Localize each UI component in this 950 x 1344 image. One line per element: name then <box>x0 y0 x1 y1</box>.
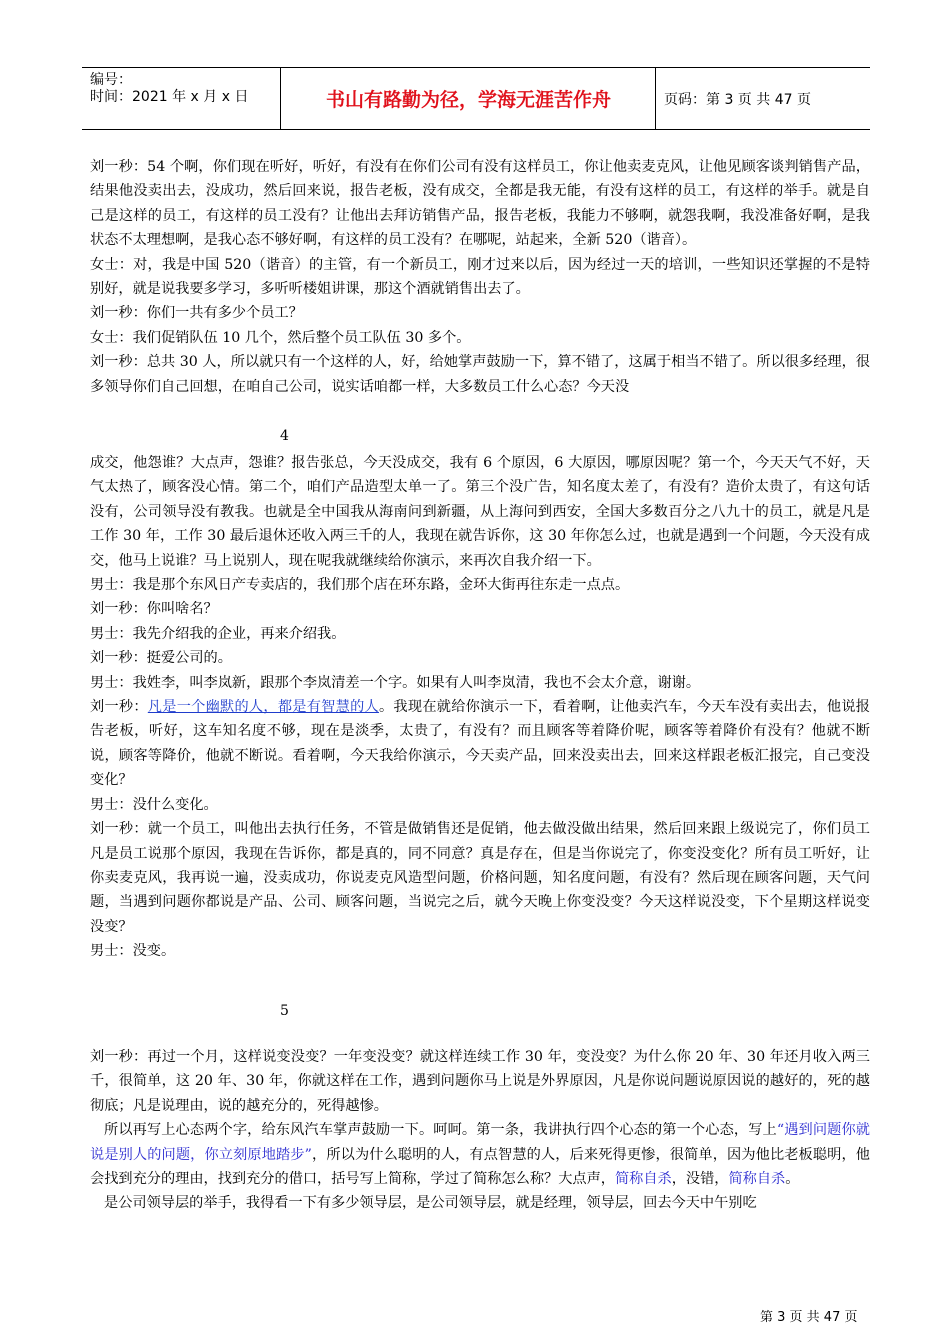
paragraph: 刘一秒：你们一共有多少个员工？ <box>90 305 303 322</box>
paragraph: 刘一秒：54 个啊，你们现在听好，听好，有没有在你们公司有没有这样员工，你让他卖麦克风，让他见顾客谈判销售产品，结果他没卖出去，没成功，然后回来说，报告老板，没有成交，全都是我无能，有没有这样的员工，有这样的举手。就是自己是这样的员工，有这样的员工没有？让他出去拜访销售产品，报告老板，我能力不够啊，就怨我啊，我没准备好啊，是我状态不太理想啊，是我心态不够好啊，有这样的员工没有？在哪呢，站起来，全新 520（谐音）。 <box>90 159 870 249</box>
page-header <box>82 67 870 130</box>
highlighted-term: 简称自杀 <box>728 1171 786 1188</box>
paragraph: 男士：我先介绍我的企业，再来介绍我。 <box>90 625 346 642</box>
highlighted-quote: “遇到问题你就说是别人的问题，你立刻原地踏步” <box>90 1122 870 1163</box>
paragraph: 男士：没变。 <box>90 943 176 960</box>
quote-link[interactable]: 凡是一个幽默的人，都是有智慧的人 <box>147 699 379 716</box>
paragraph-text: 。 <box>785 1171 800 1188</box>
page-footer: 第 3 页 共 47 页 <box>760 1310 858 1325</box>
paragraph: 刘一秒：再过一个月，这样说变没变？一年变没变？就这样连续工作 30 年，变没变？为什么你 20 年、30 年还月收入两三千，很简单，这 20 年、30 年，你就这样在工作，遇到问题你马上说是外界原因，凡是你说问题说原因说的越好的，死的越彻底；凡是说理由，说的越充分的，死得越惨。 <box>90 1049 870 1114</box>
document-number-label: 编号： <box>90 72 132 88</box>
transcript-block-1 <box>90 155 870 399</box>
inline-page-number: 4 <box>280 428 289 444</box>
paragraph: 男士：没什么变化。 <box>90 796 218 813</box>
highlighted-term: 简称自杀 <box>614 1171 672 1188</box>
paragraph: 成交，他怨谁？大点声，怨谁？报告张总，今天没成交，我有 6 个原因，6 大原因，哪原因呢？第一个，今天天气不好，天气太热了，顾客没心情。第二个，咱们产品造型太单一了。第三个没广告，知名度太差了，有没有？造价太贵了，有这句话没有，公司领导没有教我。也就是全中国我从海南问到新疆，从上海问到西安，全国大多数百分之八九十的员工，就是凡是工作 30 年，工作 30 最后退休还收入两三千的人，我现在就告诉你，这 30 年你怎么过，也就是遇到一个问题，今天没有成交，他马上说谁？马上说别人，现在呢我就继续给你演示，来再次自我介绍一下。 <box>90 455 870 569</box>
paragraph <box>90 1118 870 1191</box>
speaker-label: 刘一秒： <box>90 699 148 716</box>
transcript-block-2 <box>90 451 870 964</box>
paragraph: 女士：我们促销队伍 10 几个，然后整个员工队伍 30 多个。 <box>90 329 471 346</box>
transcript-block-3 <box>90 1045 870 1216</box>
document-date-label: 时间：2021 年 x 月 x 日 <box>90 89 249 105</box>
paragraph: 刘一秒：你叫啥名？ <box>90 601 218 618</box>
paragraph: 刘一秒：挺爱公司的。 <box>90 650 232 667</box>
paragraph: 男士：我是那个东风日产专卖店的，我们那个店在环东路，金环大街再往东走一点点。 <box>90 577 630 594</box>
paragraph-text: 所以再写上心态两个字，给东风汽车掌声鼓励一下。呵呵。第一条，我讲执行四个心态的第一个心态，写上 <box>104 1122 777 1139</box>
paragraph-text: 。我现在就给你演示一下，看着啊，让他卖汽车，今天车没有卖出去，他说报告老板，听好，这车知名度不够，现在是淡季，太贵了，有没有？而且顾客等着降价呢，顾客等着降价有没有？他就不断说，顾客等降价，他就不断说。看着啊，今天我给你演示，今天卖产品，回来没卖出去，回来这样跟老板汇报完，自己变没变化？ <box>90 699 870 789</box>
paragraph <box>90 695 870 793</box>
header-page-label: 页码：第 3 页 共 47 页 <box>664 91 811 108</box>
paragraph: 刘一秒：就一个员工，叫他出去执行任务，不管是做销售还是促销，他去做没做出结果，然后回来跟上级说完了，你们员工凡是员工说那个原因，我现在告诉你，都是真的，同不同意？真是存在，但是当你说完了，你变没变化？所有员工听好，让你卖麦克风，我再说一遍，没卖成功，你说麦克风造型问题，价格问题，知名度问题，有没有？然后现在顾客问题，天气问题，当遇到问题你都说是产品、公司、顾客问题，当说完之后，就今天晚上你变没变？今天这样说没变，下个星期这样说变没变？ <box>90 821 870 935</box>
paragraph: 男士：我姓李，叫李岚新，跟那个李岚清差一个字。如果有人叫李岚清，我也不会太介意，谢谢。 <box>90 674 701 691</box>
header-motto: 书山有路勤为径，学海无涯苦作舟 <box>282 68 656 129</box>
paragraph-text: ，所以为什么聪明的人，有点智慧的人，后来死得更惨，很简单，因为他比老板聪明，他会找到充分的理由，找到充分的借口，括号写上简称，学过了简称怎么称？大点声， <box>90 1146 870 1188</box>
paragraph: 刘一秒：总共 30 人，所以就只有一个这样的人，好，给她掌声鼓励一下，算不错了，这属于相当不错了。所以很多经理，很多领导你们自己回想，在咱自己公司，说实话咱都一样，大多数员工什么心态？今天没 <box>90 354 870 395</box>
paragraph-text: ，没错， <box>671 1171 729 1188</box>
paragraph: 是公司领导层的举手，我得看一下有多少领导层，是公司领导层，就是经理，领导层，回去今天中午别吃 <box>104 1195 757 1212</box>
header-meta <box>82 68 281 129</box>
inline-page-number: 5 <box>280 1003 289 1019</box>
paragraph: 女士：对，我是中国 520（谐音）的主管，有一个新员工，刚才过来以后，因为经过一天的培训，一些知识还掌握的不是特别好，就是说我要多学习，多听听楼姐讲课，那这个酒就销售出去了。 <box>90 256 870 298</box>
